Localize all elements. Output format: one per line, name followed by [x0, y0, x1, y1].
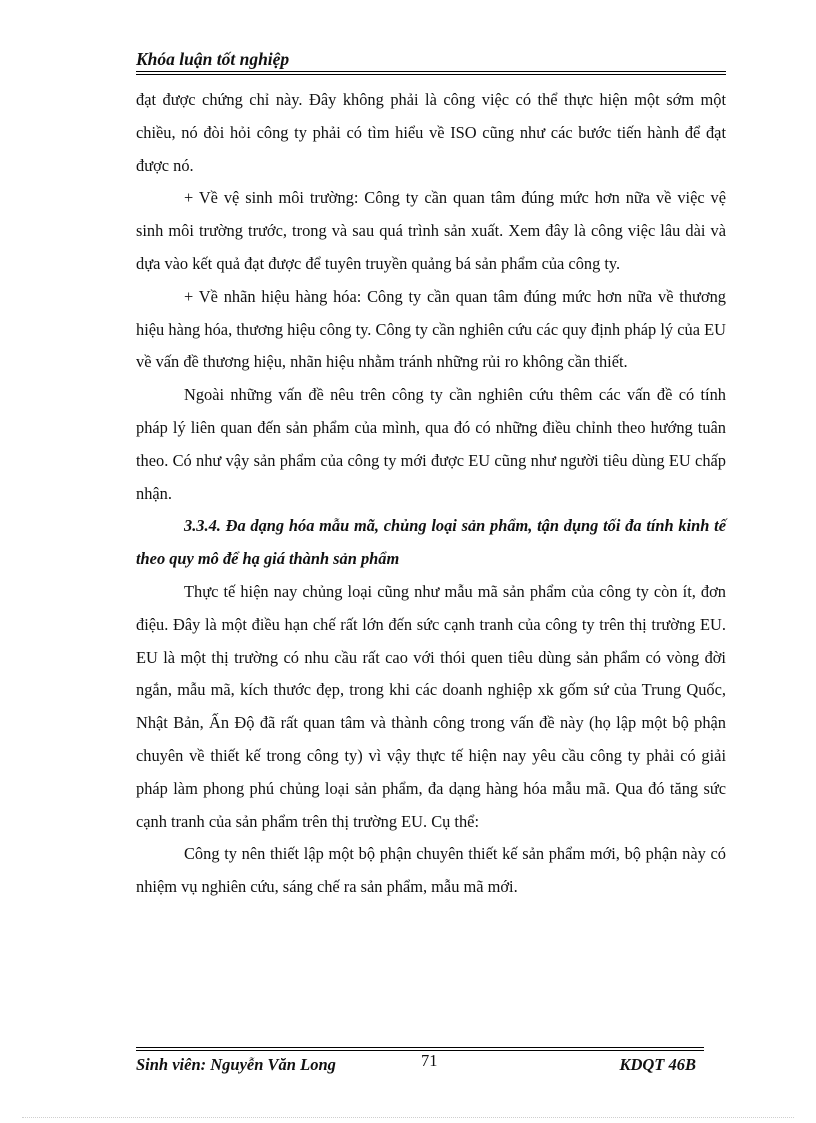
footer-class-code: KDQT 46B: [619, 1055, 696, 1074]
page-number: 71: [421, 1051, 438, 1070]
page-header: [136, 48, 726, 70]
paragraph-trademark: + Về nhãn hiệu hàng hóa: Công ty cần quan tâm đúng mức hơn nữa về thương hiệu hàng hóa, thương hiệu công ty. Công ty cần nghiên cứu các quy định pháp lý của EU về vấn đề thương hiệu, nhãn hiệu nhằm tránh những rủi ro không cần thiết.: [136, 286, 726, 372]
paragraph-environment: + Về vệ sinh môi trường: Công ty cần quan tâm đúng mức hơn nữa về việc vệ sinh môi trường trước, trong và sau quá trình sản xuất. Xem đây là công việc lâu dài và dựa vào kết quả đạt được để tuyên truyền quảng bá sản phẩm của công ty.: [136, 188, 726, 273]
footer-rule: [136, 1047, 704, 1051]
paragraph-design-department: Công ty nên thiết lập một bộ phận chuyên thiết kế sản phẩm mới, bộ phận này có nhiệm vụ nghiên cứu, sáng chế ra sản phẩm, mẫu mã mới.: [136, 844, 726, 897]
paragraph-legal-issues: Ngoài những vấn đề nêu trên công ty cần nghiên cứu thêm các vấn đề có tính pháp lý liên quan đến sản phẩm của mình, qua đó có những điều chỉnh theo hướng tuân theo. Có như vậy sản phẩm của công ty mới được EU cũng như người tiêu dùng EU chấp nhận.: [136, 385, 726, 503]
footer-student-name: Sinh viên: Nguyễn Văn Long: [136, 1055, 336, 1074]
page-edge-divider: [22, 1117, 794, 1118]
paragraph-product-variety: Thực tế hiện nay chủng loại cũng như mẫu mã sản phẩm của công ty còn ít, đơn điệu. Đây là một điều hạn chế rất lớn đến sức cạnh tranh của công ty trên thị trường EU. EU là một thị trường có nhu cầu rất cao với thói quen tiêu dùng sản phẩm có vòng đời ngắn, mẫu mã, kích thước đẹp, trong khi các doanh nghiệp xk gốm sứ của Trung Quốc, Nhật Bản, Ấn Độ đã rất quan tâm và thành công trong vấn đề này (họ lập một bộ phận chuyên về thiết kế trong công ty) vì vậy thực tế hiện nay yêu cầu công ty phải có giải pháp làm phong phú chủng loại sản phẩm, đa dạng hàng hóa mẫu mã. Qua đó tăng sức cạnh tranh của sản phẩm trên thị trường EU. Cụ thể:: [136, 581, 726, 831]
paragraph-iso-continuation: đạt được chứng chỉ này. Đây không phải là công việc có thể thực hiện một sớm một chiều, nó đòi hỏi công ty phải có tìm hiểu về ISO cũng như các bước tiến hành để đạt được nó.: [136, 90, 726, 175]
page-body: [136, 84, 726, 904]
section-heading-3-3-4: 3.3.4. Đa dạng hóa mẫu mã, chủng loại sản phẩm, tận dụng tối đa tính kinh tế theo quy mô để hạ giá thành sản phẩm: [136, 516, 726, 569]
header-title: Khóa luận tốt nghiệp: [136, 49, 290, 69]
header-rule: [136, 71, 726, 75]
